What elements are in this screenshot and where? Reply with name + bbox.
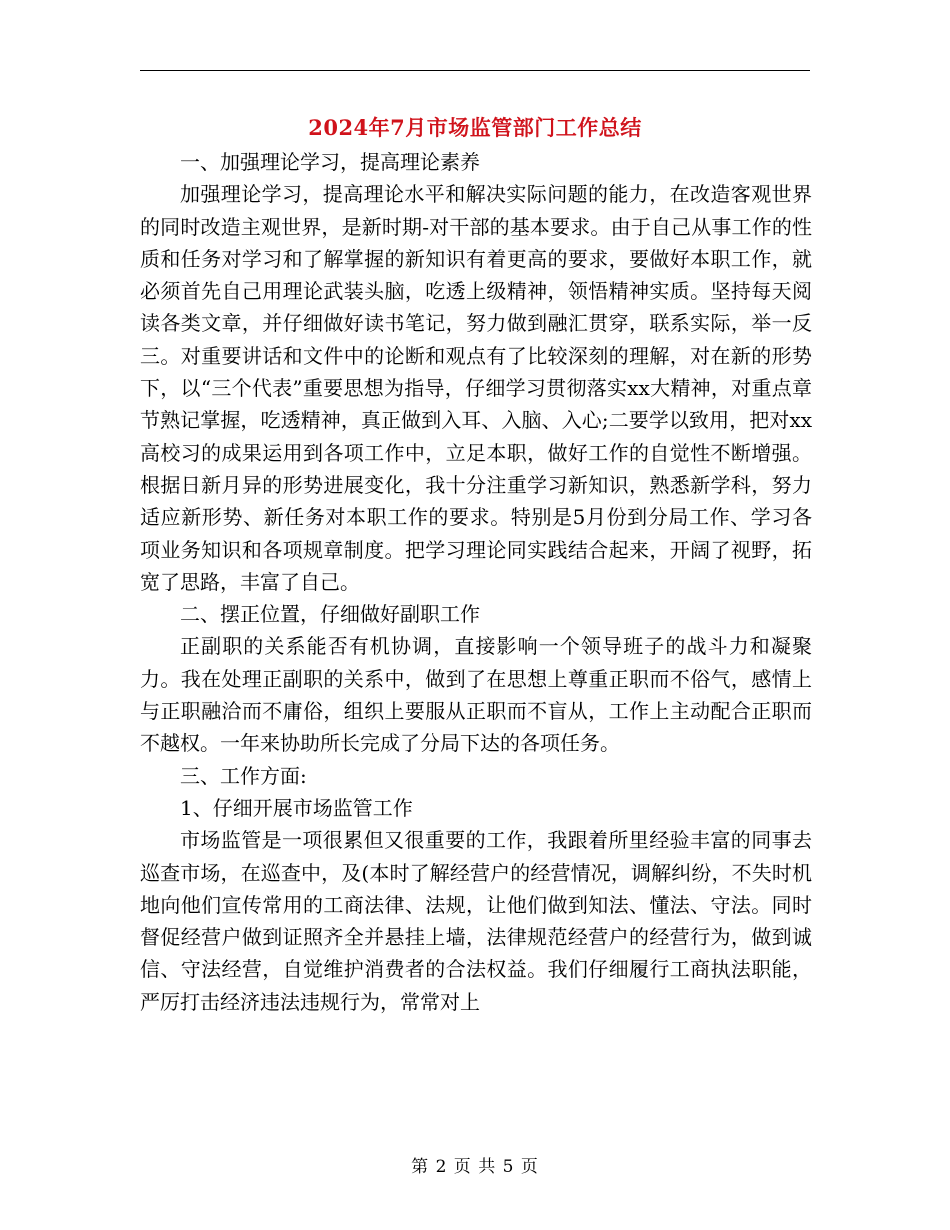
section-heading-1: 一、加强理论学习，提高理论素养 [180,150,480,174]
subsection-heading-1: 1、仔细开展市场监管工作 [180,795,413,820]
body-paragraph-3: 市场监管是一项很累但又很重要的工作，我跟着所里经验丰富的同事去巡查市场，在巡查中，及(本时了解经营户的经营情况，调解纠纷，不失时机地向他们宣传常用的工商法律、法规，让他们做到知法、懂法、守法。同时督促经营户做到证照齐全并悬挂上墙，法律规范经营户的经营行为，做到诚信、守法经营，自觉维护消费者的合法权益。我们仔细履行工商执法职能，严厉打击经济违法违规行为，常常对上 [140,828,812,1014]
document-body [140,146,812,1018]
body-paragraph-2: 正副职的关系能否有机协调，直接影响一个领导班子的战斗力和凝聚力。我在处理正副职的关系中，做到了在思想上尊重正职而不俗气，感情上与正职融洽而不庸俗，组织上要服从正职而不盲从，工作上主动配合正职而不越权。一年来协助所长完成了分局下达的各项任务。 [140,634,812,756]
page-footer: 第 2 页 共 5 页 [411,1157,539,1177]
section-heading-3: 三、工作方面: [180,763,307,788]
section-heading-2: 二、摆正位置，仔细做好副职工作 [180,602,480,627]
document-title: 2024年7月市场监管部门工作总结 [308,115,642,140]
body-paragraph-1: 加强理论学习，提高理论水平和解决实际问题的能力，在改造客观世界的同时改造主观世界，是新时期-对干部的基本要求。由于自己从事工作的性质和任务对学习和了解掌握的新知识有着更高的要求，要做好本职工作，就必须首先自己用理论武装头脑，吃透上级精神，领悟精神实质。坚持每天阅读各类文章，并仔细做好读书笔记，努力做到融汇贯穿，联系实际，举一反三。对重要讲话和文件中的论断和观点有了比较深刻的理解，对在新的形势下，以“三个代表”重要思想为指导，仔细学习贯彻落实xx大精神，对重点章节熟记掌握，吃透精神，真正做到入耳、入脑、入心;二要学以致用，把对xx高校习的成果运用到各项工作中，立足本职，做好工作的自觉性不断增强。根据日新月异的形势进展变化，我十分注重学习新知识，熟悉新学科，努力适应新形势、新任务对本职工作的要求。特别是5月份到分局工作、学习各项业务知识和各项规章制度。把学习理论同实践结合起来，开阔了视野，拓宽了思路，丰富了自己。 [140,182,812,594]
header-rule [140,70,810,71]
